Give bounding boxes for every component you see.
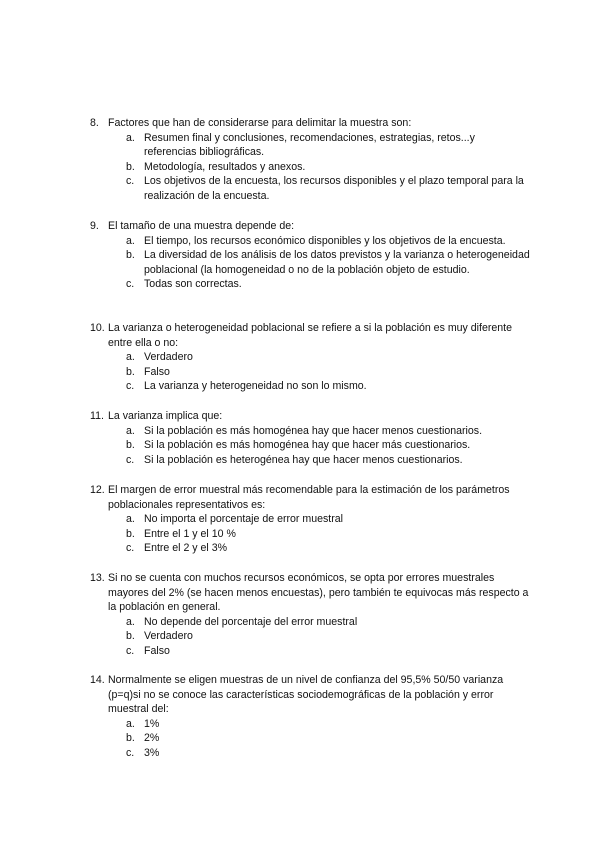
question-14 <box>90 673 530 760</box>
option-text: Verdadero <box>144 351 193 363</box>
question-number: 9. <box>90 220 99 232</box>
option-text: El tiempo, los recursos económico disponibles y los objetivos de la encuesta. <box>144 234 506 247</box>
option-text: 1% <box>144 717 160 730</box>
option-letter: c. <box>126 542 135 554</box>
option-c <box>126 644 530 659</box>
option-letter: a. <box>126 131 135 144</box>
question-text: La varianza implica que: <box>108 410 223 422</box>
option-text: No importa el porcentaje de error muestral <box>144 513 344 525</box>
option-text: Entre el 1 y el 10 % <box>144 527 236 540</box>
option-letter: a. <box>126 717 135 730</box>
option-a <box>126 131 530 160</box>
option-b <box>126 438 530 453</box>
question-text: El tamaño de una muestra depende de: <box>108 220 295 232</box>
option-text: Todas son correctas. <box>144 278 242 290</box>
option-text: 2% <box>144 732 160 744</box>
option-a <box>126 512 530 527</box>
option-text: Si la población es heterogénea hay que hacer menos cuestionarios. <box>144 453 463 466</box>
option-letter: b. <box>126 249 135 261</box>
option-a <box>126 717 530 732</box>
option-text: Entre el 2 y el 3% <box>144 542 228 554</box>
question-8 <box>90 116 530 203</box>
option-b <box>126 248 530 277</box>
option-a <box>126 350 530 365</box>
options-list <box>126 512 530 556</box>
question-13 <box>90 571 530 658</box>
option-letter: b. <box>126 527 135 540</box>
option-text: No depende del porcentaje del error muestral <box>144 615 358 628</box>
question-text: Factores que han de considerarse para delimitar la muestra son: <box>108 117 412 129</box>
option-text: La varianza y heterogeneidad no son lo mismo. <box>144 380 367 392</box>
question-text: El margen de error muestral más recomendable para la estimación de los parámetros poblacionales representativos es: <box>108 484 510 511</box>
option-b <box>126 365 530 380</box>
option-letter: a. <box>126 513 135 525</box>
options-list <box>126 615 530 659</box>
option-b <box>126 527 530 542</box>
option-b <box>126 160 530 175</box>
option-a <box>126 424 530 439</box>
option-a <box>126 615 530 630</box>
option-a <box>126 234 530 249</box>
question-number: 14. <box>90 674 105 686</box>
option-c <box>126 541 530 556</box>
option-c <box>126 453 530 468</box>
options-list <box>126 131 530 204</box>
question-number: 11. <box>90 410 104 422</box>
question-text: Normalmente se eligen muestras de un nivel de confianza del 95,5% 50/50 varianza (p=q)si no se conoce las características sociodemográficas de la población y error muestral del: <box>108 674 504 715</box>
option-letter: c. <box>126 453 135 466</box>
option-text: 3% <box>144 746 160 759</box>
option-letter: a. <box>126 234 135 247</box>
option-letter: b. <box>126 439 135 451</box>
question-number: 12. <box>90 484 105 496</box>
option-letter: b. <box>126 732 135 744</box>
option-c <box>126 746 530 761</box>
option-letter: c. <box>126 644 135 657</box>
question-number: 13. <box>90 572 105 584</box>
option-c <box>126 277 530 292</box>
option-text: Verdadero <box>144 630 193 642</box>
option-text: Falso <box>144 365 170 378</box>
question-10 <box>90 321 530 394</box>
question-number: 8. <box>90 117 99 129</box>
option-text: Si la población es más homogénea hay que hacer más cuestionarios. <box>144 439 471 451</box>
option-letter: a. <box>126 615 135 628</box>
options-list <box>126 424 530 468</box>
option-c <box>126 379 530 394</box>
option-letter: b. <box>126 160 135 173</box>
option-text: Falso <box>144 644 170 657</box>
option-c <box>126 174 530 203</box>
option-letter: c. <box>126 380 135 392</box>
question-text: La varianza o heterogeneidad poblacional se refiere a si la población es muy diferente entre ella o no: <box>108 322 513 349</box>
option-letter: a. <box>126 351 135 363</box>
question-9 <box>90 219 530 292</box>
option-letter: b. <box>126 630 135 642</box>
option-text: Si la población es más homogénea hay que hacer menos cuestionarios. <box>144 424 483 437</box>
options-list <box>126 717 530 761</box>
option-letter: c. <box>126 175 135 187</box>
option-letter: b. <box>126 365 135 378</box>
question-text: Si no se cuenta con muchos recursos económicos, se opta por errores muestrales mayores del 2% (se hacen menos encuestas), pero también te equivocas más respecto a la población en general. <box>108 572 529 613</box>
question-12 <box>90 483 530 556</box>
option-letter: c. <box>126 746 135 759</box>
option-text: Los objetivos de la encuesta, los recursos disponibles y el plazo temporal para la realización de la encuesta. <box>144 175 524 202</box>
option-b <box>126 731 530 746</box>
option-text: Metodología, resultados y anexos. <box>144 160 306 173</box>
options-list <box>126 350 530 394</box>
option-text: Resumen final y conclusiones, recomendaciones, estrategias, retos...y referencias bibliográficas. <box>144 131 475 158</box>
option-b <box>126 629 530 644</box>
question-11 <box>90 409 530 467</box>
option-letter: a. <box>126 424 135 437</box>
option-text: La diversidad de los análisis de los datos previstos y la varianza o heterogeneidad poblacional (la homogeneidad o no de la población objeto de estudio. <box>144 249 530 276</box>
options-list <box>126 234 530 292</box>
question-number: 10. <box>90 322 105 334</box>
option-letter: c. <box>126 278 135 290</box>
